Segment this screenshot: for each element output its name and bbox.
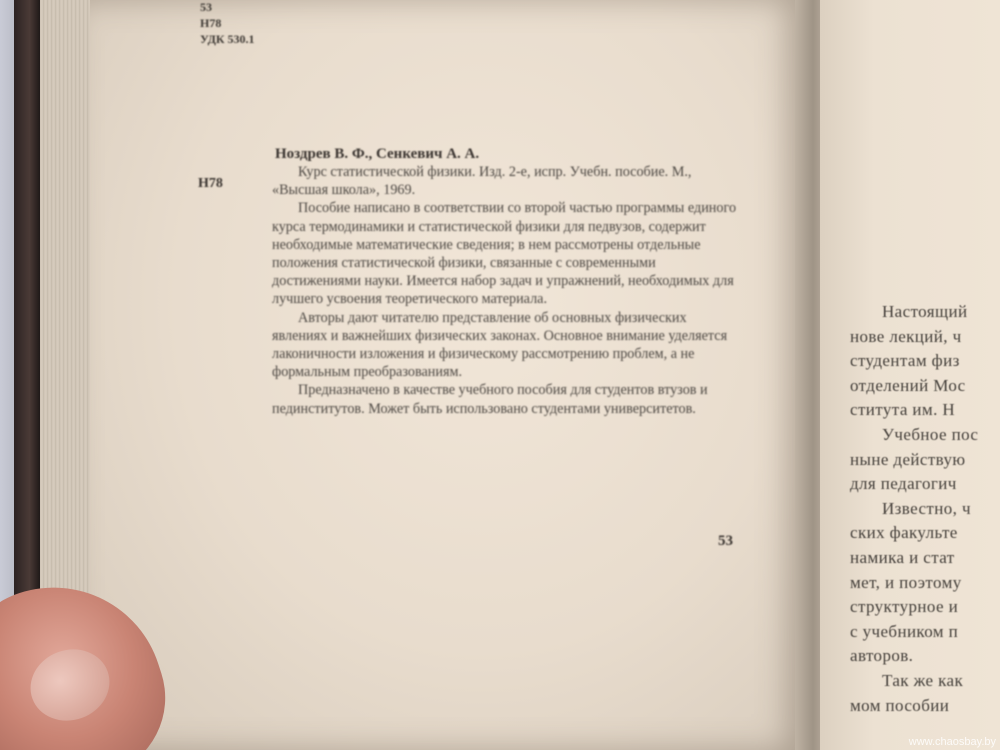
right-page-line: Настоящий	[882, 302, 968, 321]
right-page-line: ныне действую	[850, 449, 966, 469]
right-page-line: Учебное пос	[882, 424, 979, 444]
paragraph: Авторы дают читателю представление об основных физических явлениях и важнейших физических законах. Основное внимание уделяется лаконичности изложения и физическому рассмотрению проблем, а не формальным преобразованиям.	[272, 309, 728, 381]
right-page-line: ститута им. Н	[850, 400, 956, 420]
right-page-line: отделений Мос	[850, 375, 966, 395]
authors-heading: Ноздрев В. Ф., Сенкевич А. А.	[275, 146, 480, 162]
right-page-line: Известно, ч	[882, 498, 971, 518]
header-line-1: 53	[200, 0, 212, 14]
header-line-3: УДК 530.1	[200, 32, 255, 46]
watermark: www.chaosbay.by	[908, 736, 996, 748]
header-line-2: Н78	[200, 16, 222, 30]
right-page-line: структурное и	[850, 597, 959, 617]
right-page-line: мом пособии	[850, 695, 950, 715]
right-page-line: с учебником п	[850, 621, 959, 641]
right-page	[820, 0, 1000, 750]
paragraph: Предназначено в качестве учебного пособия для студентов втузов и пединститутов. Может быть использовано студентами университетов.	[272, 382, 708, 417]
right-page-line: ских факульте	[850, 523, 958, 543]
page-number: 53	[718, 533, 733, 549]
paragraph: Пособие написано в соответствии со второй частью программы единого курса термодинамики и статистической физики для педвузов, содержит необходимые математические сведения; в нем рассмотрены отдельные положения статистической физики, связанные с современными достижениями науки. Имеется набор задач и упражнений, необходимых для лучшего усвоения теоретического материала.	[272, 200, 737, 308]
right-page-line: студентам физ	[850, 351, 960, 371]
right-page-line: Так же как	[882, 670, 964, 690]
right-page-line: намика и стат	[850, 547, 955, 567]
right-page-line: мет, и поэтому	[850, 572, 962, 592]
catalog-code: Н78	[198, 176, 223, 191]
book-cover-edge	[14, 0, 40, 610]
right-page-line: для педагогич	[850, 474, 957, 494]
right-page-line: нове лекций, ч	[850, 326, 962, 346]
annotation-text	[272, 163, 742, 418]
paragraph: Курс статистической физики. Изд. 2-е, испр. Учебн. пособие. М., «Высшая школа», 1969.	[272, 164, 692, 199]
right-page-line: авторов.	[850, 646, 914, 666]
right-page-text	[850, 300, 1000, 718]
